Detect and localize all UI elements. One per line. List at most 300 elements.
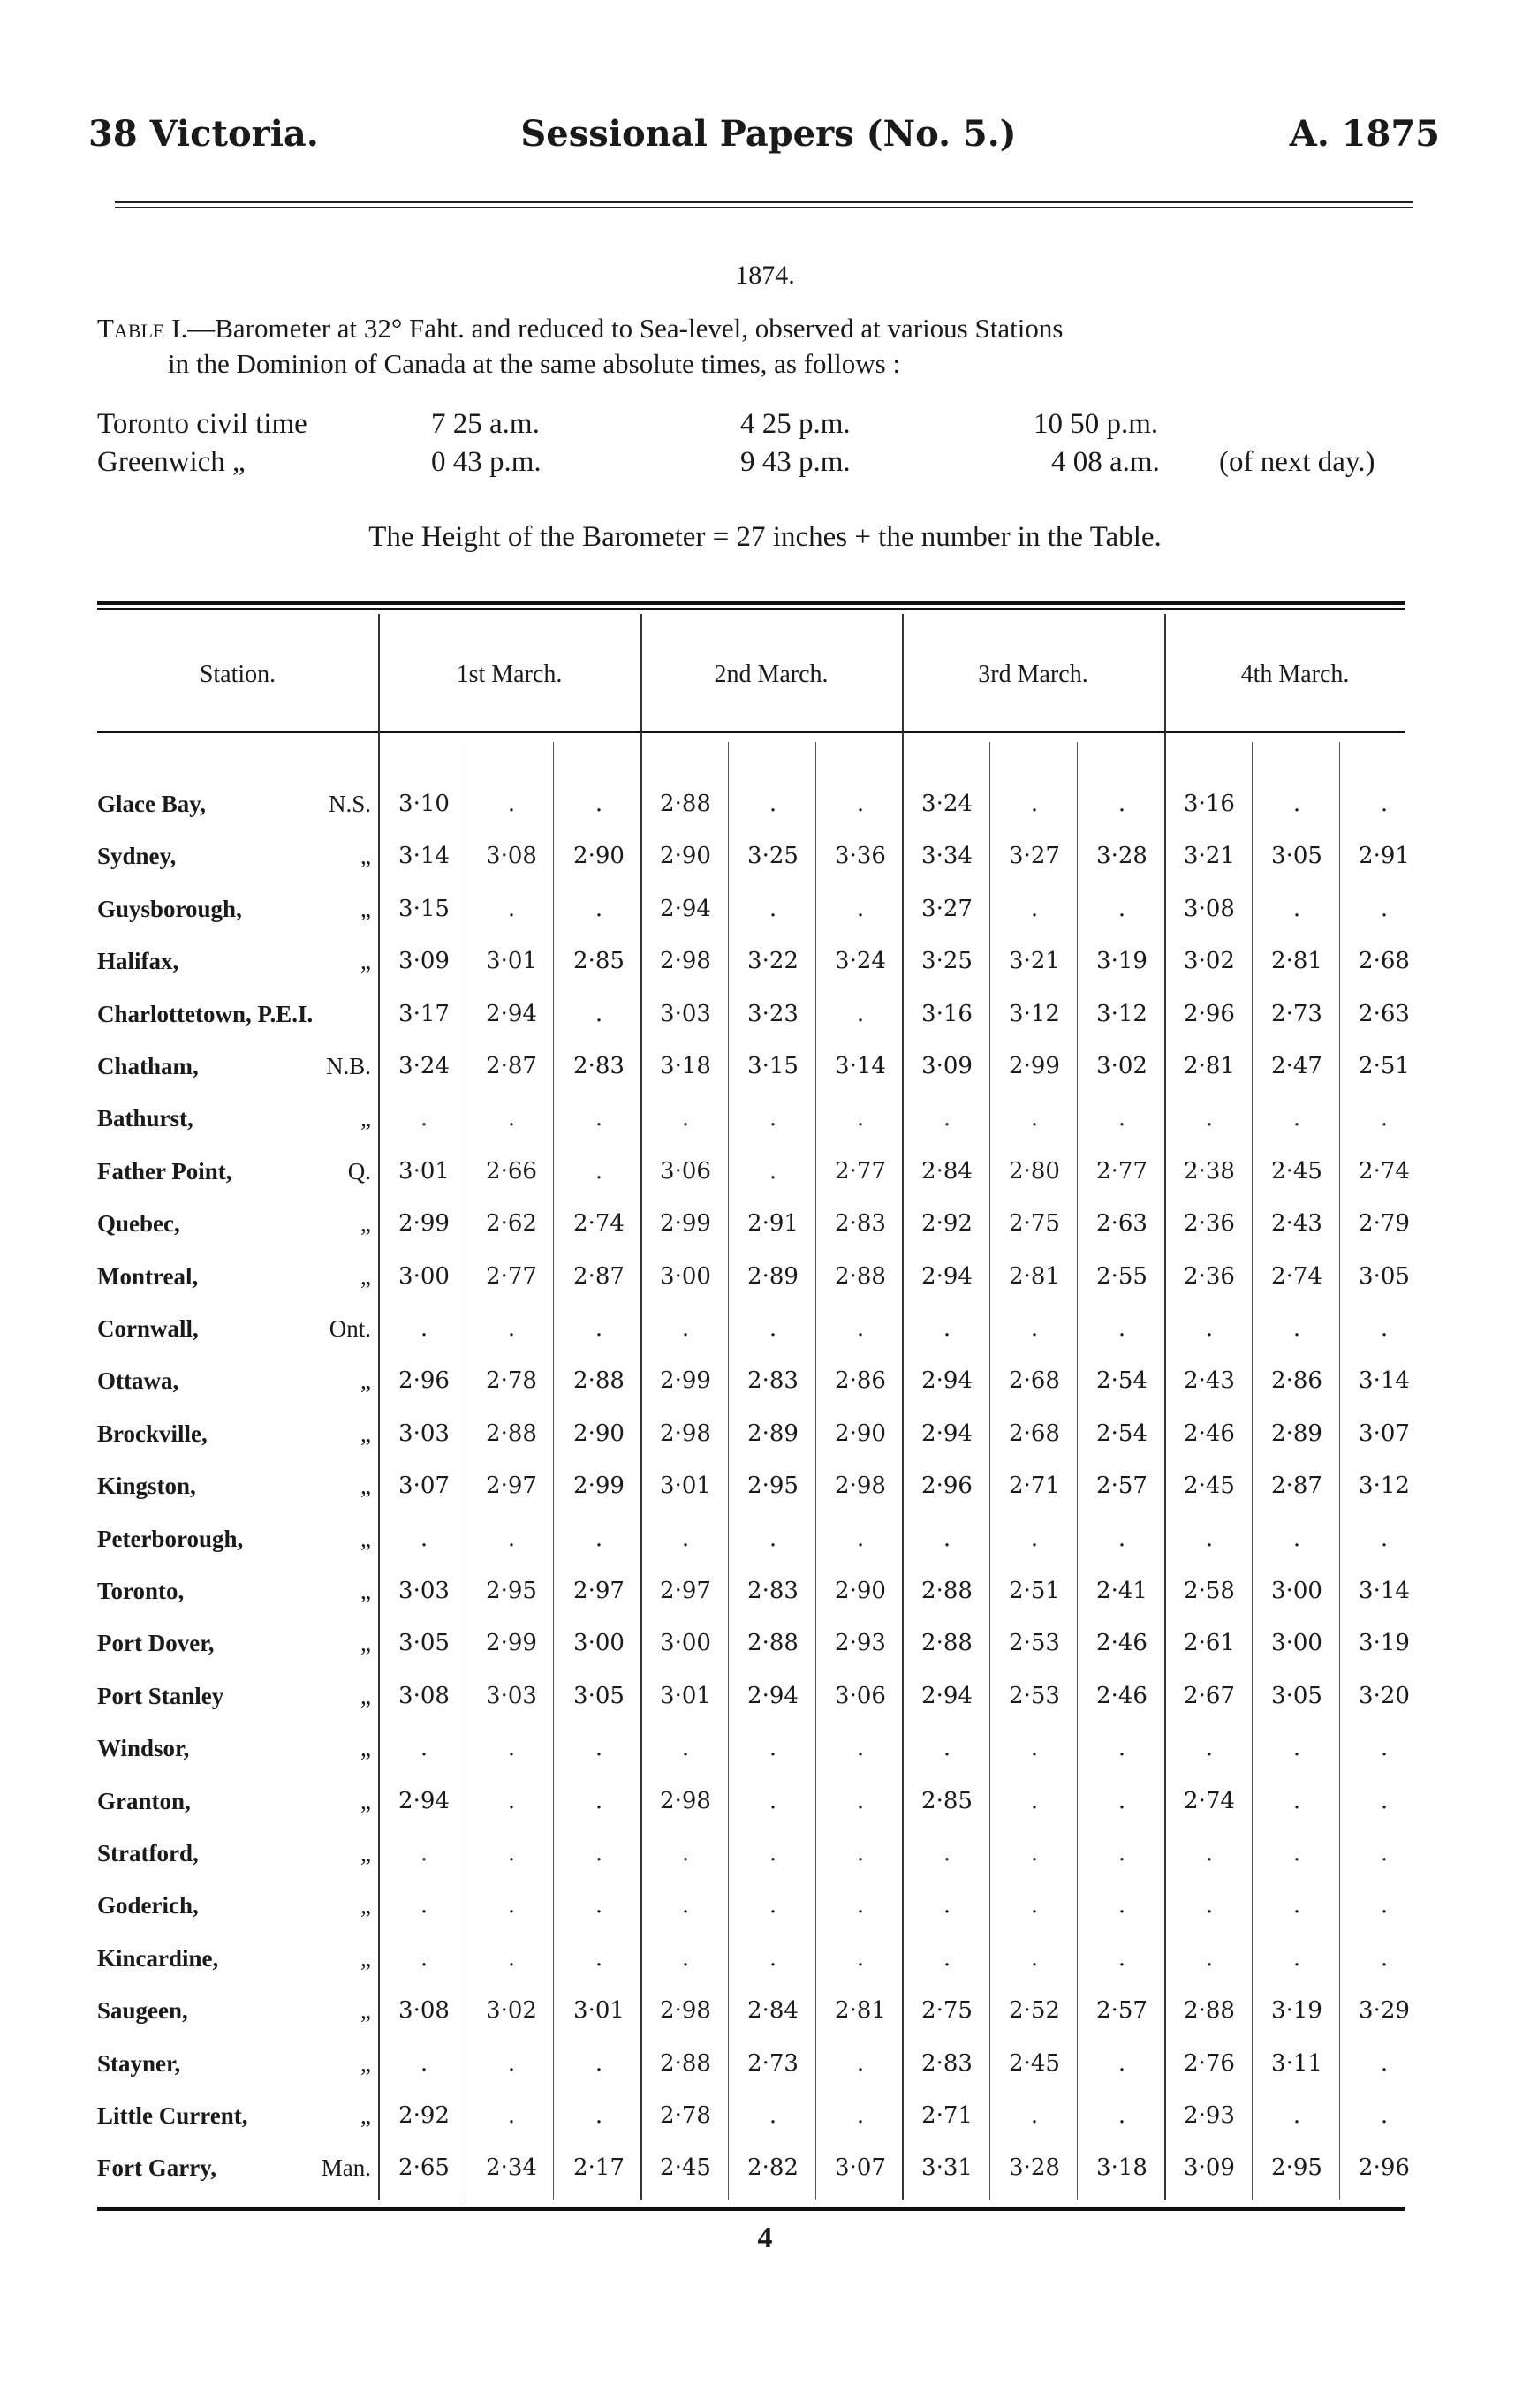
barometer-value: . (1030, 1315, 1039, 1342)
barometer-value: 2·57 (1096, 1473, 1148, 1499)
province: „ (360, 843, 371, 869)
station-column-header: Station. (199, 661, 276, 688)
barometer-value: 3·10 (398, 791, 450, 817)
barometer-value: . (420, 1735, 428, 1761)
barometer-value: . (1117, 1526, 1126, 1552)
barometer-value: 2·75 (1009, 1210, 1060, 1237)
barometer-value: . (856, 791, 865, 817)
barometer-value: 3·28 (1096, 843, 1148, 869)
barometer-value: 2·77 (835, 1158, 886, 1185)
barometer-value: . (1292, 1105, 1301, 1132)
barometer-value: 3·19 (1096, 948, 1148, 974)
barometer-value: 2·83 (573, 1053, 625, 1079)
province: „ (360, 1840, 371, 1867)
province: „ (360, 2050, 371, 2077)
barometer-value: 3·15 (747, 1053, 799, 1079)
greenwich-time-2: 9 43 p.m. (740, 446, 851, 478)
barometer-value: 2·65 (398, 2154, 450, 2181)
barometer-value: . (769, 1526, 777, 1552)
barometer-value: 3·03 (398, 1578, 450, 1604)
barometer-value: . (943, 1892, 951, 1919)
barometer-value: 3·14 (835, 1053, 886, 1079)
station-name: Montreal, (97, 1263, 199, 1290)
barometer-value: 3·01 (398, 1158, 450, 1185)
barometer-value: . (769, 1945, 777, 1972)
barometer-value: 3·28 (1009, 2154, 1060, 2181)
table-row (0, 1892, 1530, 1945)
station-name: Kingston, (97, 1473, 196, 1499)
barometer-value: . (856, 1105, 865, 1132)
barometer-value: 3·06 (660, 1158, 711, 1185)
province: „ (360, 1105, 371, 1132)
barometer-value: . (1205, 1735, 1214, 1761)
barometer-value: 2·88 (660, 2050, 711, 2077)
barometer-value: . (1292, 896, 1301, 922)
table-row (0, 2102, 1530, 2155)
barometer-value: 3·07 (1359, 1420, 1410, 1447)
barometer-value: 2·52 (1009, 1997, 1060, 2024)
barometer-value: 3·01 (486, 948, 537, 974)
table-caption-line1 (97, 311, 1422, 346)
table-row (0, 948, 1530, 1001)
barometer-value: 3·09 (398, 948, 450, 974)
table-caption-line2: in the Dominion of Canada at the same absolute times, as follows : (168, 348, 901, 379)
barometer-value: 2·53 (1009, 1630, 1060, 1656)
barometer-value: 3·00 (1271, 1630, 1322, 1656)
station-name: Cornwall, (97, 1315, 199, 1342)
barometer-value: 2·74 (573, 1210, 625, 1237)
barometer-value: 3·19 (1271, 1997, 1322, 2024)
province: „ (360, 1997, 371, 2024)
toronto-times (97, 408, 1422, 443)
barometer-value: 3·16 (921, 1001, 973, 1027)
barometer-value: 3·11 (1271, 2050, 1322, 2077)
barometer-value: 3·00 (1271, 1578, 1322, 1604)
province: Q. (347, 1158, 371, 1185)
barometer-value: 3·02 (1096, 1053, 1148, 1079)
barometer-value: 2·54 (1096, 1420, 1148, 1447)
barometer-value: 3·24 (398, 1053, 450, 1079)
barometer-value: 2·67 (1184, 1683, 1235, 1709)
barometer-value: 2·91 (1359, 843, 1410, 869)
barometer-value: . (769, 896, 777, 922)
table-top-rule (97, 601, 1405, 605)
barometer-value: 2·92 (398, 2102, 450, 2129)
barometer-value: . (1030, 1840, 1039, 1867)
barometer-value: . (681, 1315, 690, 1342)
barometer-value: 2·88 (921, 1578, 973, 1604)
barometer-value: . (507, 1945, 516, 1972)
barometer-value: . (769, 1158, 777, 1185)
barometer-value: . (595, 1840, 603, 1867)
barometer-value: 3·22 (747, 948, 799, 974)
barometer-value: . (856, 896, 865, 922)
province: „ (360, 1420, 371, 1447)
barometer-value: . (507, 1892, 516, 1919)
station-name: Peterborough, (97, 1526, 244, 1552)
barometer-value: 2·98 (835, 1473, 886, 1499)
barometer-value: . (1030, 1892, 1039, 1919)
barometer-value: 2·93 (835, 1630, 886, 1656)
barometer-value: . (1292, 1788, 1301, 1814)
barometer-value: 2·78 (486, 1367, 537, 1394)
barometer-value: 3·00 (660, 1263, 711, 1290)
barometer-value: 3·03 (660, 1001, 711, 1027)
barometer-value: 2·63 (1359, 1001, 1410, 1027)
barometer-value: . (1380, 896, 1389, 922)
barometer-value: . (595, 2102, 603, 2129)
table-row (0, 1840, 1530, 1893)
barometer-value: 2·96 (1359, 2154, 1410, 2181)
barometer-value: . (595, 896, 603, 922)
station-name: Toronto, (97, 1578, 185, 1604)
station-name: Halifax, (97, 948, 179, 974)
barometer-value: . (595, 1105, 603, 1132)
barometer-value: 2·66 (486, 1158, 537, 1185)
barometer-value: 2·79 (1359, 1210, 1410, 1237)
barometer-value: . (1380, 2050, 1389, 2077)
barometer-value: 2·85 (573, 948, 625, 974)
barometer-value: 2·51 (1359, 1053, 1410, 1079)
station-name: Charlottetown, P.E.I. (97, 1001, 314, 1027)
barometer-value: . (1292, 1840, 1301, 1867)
barometer-value: 2·17 (573, 2154, 625, 2181)
barometer-value: 2·46 (1096, 1683, 1148, 1709)
barometer-value: . (595, 1788, 603, 1814)
barometer-value: . (507, 1315, 516, 1342)
barometer-value: 2·36 (1184, 1210, 1235, 1237)
barometer-value: 2·87 (1271, 1473, 1322, 1499)
barometer-value: 2·97 (660, 1578, 711, 1604)
barometer-value: . (856, 1788, 865, 1814)
table-row (0, 1578, 1530, 1631)
barometer-value: . (1205, 1526, 1214, 1552)
barometer-value: . (943, 1315, 951, 1342)
barometer-value: . (769, 1735, 777, 1761)
barometer-value: . (1380, 1788, 1389, 1814)
barometer-value: . (595, 1892, 603, 1919)
table-row (0, 843, 1530, 896)
barometer-value: . (1380, 1735, 1389, 1761)
barometer-value: 3·00 (573, 1630, 625, 1656)
barometer-value: 2·58 (1184, 1578, 1235, 1604)
barometer-value: . (1030, 1735, 1039, 1761)
table-row (0, 896, 1530, 949)
barometer-value: 2·83 (747, 1578, 799, 1604)
barometer-value: 2·96 (398, 1367, 450, 1394)
barometer-value: . (420, 1105, 428, 1132)
province: „ (360, 1210, 371, 1237)
province: Man. (321, 2154, 371, 2181)
station-name: Sydney, (97, 843, 177, 869)
table-row (0, 1420, 1530, 1473)
barometer-value: . (420, 1315, 428, 1342)
station-name: Chatham, (97, 1053, 199, 1079)
barometer-value: . (1117, 1788, 1126, 1814)
barometer-value: 3·00 (660, 1630, 711, 1656)
year-heading: 1874. (735, 261, 795, 290)
barometer-value: 3·16 (1184, 791, 1235, 817)
barometer-value: 2·87 (486, 1053, 537, 1079)
barometer-value: 2·53 (1009, 1683, 1060, 1709)
barometer-value: 2·91 (747, 1210, 799, 1237)
barometer-value: . (1380, 1840, 1389, 1867)
table-row (0, 791, 1530, 844)
page-number: 4 (757, 2222, 773, 2254)
toronto-label: Toronto civil time (97, 408, 307, 440)
barometer-value: 3·05 (398, 1630, 450, 1656)
station-name: Glace Bay, (97, 791, 206, 817)
barometer-value: . (1030, 1788, 1039, 1814)
barometer-value: 3·01 (573, 1997, 625, 2024)
barometer-value: 3·05 (573, 1683, 625, 1709)
barometer-value: . (943, 1105, 951, 1132)
barometer-value: 3·07 (398, 1473, 450, 1499)
barometer-value: . (1380, 1315, 1389, 1342)
barometer-value: 3·25 (747, 843, 799, 869)
table-row (0, 1367, 1530, 1420)
station-name: Guysborough, (97, 896, 242, 922)
day3-column-header: 3rd March. (978, 661, 1088, 688)
barometer-value: . (943, 1945, 951, 1972)
barometer-value: . (595, 1001, 603, 1027)
barometer-value: 3·03 (486, 1683, 537, 1709)
barometer-value: 3·27 (1009, 843, 1060, 869)
barometer-value: . (681, 1526, 690, 1552)
barometer-value: 2·99 (486, 1630, 537, 1656)
barometer-value: . (507, 1840, 516, 1867)
barometer-value: 3·05 (1271, 843, 1322, 869)
station-name: Father Point, (97, 1158, 232, 1185)
barometer-value: 3·03 (398, 1420, 450, 1447)
barometer-value: . (507, 1105, 516, 1132)
barometer-value: 3·21 (1009, 948, 1060, 974)
barometer-value: 3·31 (921, 2154, 973, 2181)
barometer-value: 2·89 (747, 1420, 799, 1447)
toronto-time-2: 4 25 p.m. (740, 408, 851, 440)
barometer-value: 2·43 (1184, 1367, 1235, 1394)
barometer-value: 2·88 (660, 791, 711, 817)
barometer-value: 2·55 (1096, 1263, 1148, 1290)
greenwich-times (97, 446, 1422, 481)
province: „ (360, 1735, 371, 1761)
barometer-value: 2·71 (921, 2102, 973, 2129)
barometer-value: 2·80 (1009, 1158, 1060, 1185)
barometer-value: 2·99 (660, 1210, 711, 1237)
greenwich-time-1: 0 43 p.m. (431, 446, 542, 478)
barometer-value: 2·98 (660, 948, 711, 974)
barometer-value: . (1380, 2102, 1389, 2129)
barometer-value: . (1205, 1892, 1214, 1919)
barometer-value: . (507, 2102, 516, 2129)
barometer-value: 3·15 (398, 896, 450, 922)
barometer-value: 2·78 (660, 2102, 711, 2129)
barometer-value: . (1030, 1945, 1039, 1972)
barometer-value: . (595, 1526, 603, 1552)
barometer-value: 2·86 (835, 1367, 886, 1394)
barometer-value: 2·51 (1009, 1578, 1060, 1604)
barometer-value: . (1030, 1526, 1039, 1552)
barometer-value: . (1030, 896, 1039, 922)
barometer-value: 3·07 (835, 2154, 886, 2181)
barometer-value: . (1030, 2102, 1039, 2129)
station-name: Port Dover, (97, 1630, 215, 1656)
barometer-value: 2·46 (1184, 1420, 1235, 1447)
barometer-value: 3·21 (1184, 843, 1235, 869)
province: N.B. (325, 1053, 371, 1079)
barometer-value: 2·71 (1009, 1473, 1060, 1499)
barometer-value: 3·02 (1184, 948, 1235, 974)
day2-column-header: 2nd March. (714, 661, 829, 688)
header-year: A. 1875 (1289, 113, 1440, 155)
barometer-value: . (769, 1892, 777, 1919)
greenwich-time-3: 4 08 a.m. (1051, 446, 1160, 478)
province: „ (360, 1630, 371, 1656)
barometer-value: . (507, 2050, 516, 2077)
barometer-value: 2·38 (1184, 1158, 1235, 1185)
header-rule-bottom (115, 207, 1413, 208)
barometer-value: . (507, 1735, 516, 1761)
barometer-value: . (1117, 791, 1126, 817)
station-name: Port Stanley (97, 1683, 224, 1709)
province: N.S. (328, 791, 371, 817)
province: „ (360, 1788, 371, 1814)
barometer-value: . (769, 1840, 777, 1867)
caption-text: —Barometer at 32° Faht. and reduced to Sea-level, observed at various Stations (187, 313, 1064, 344)
barometer-value: 2·90 (573, 1420, 625, 1447)
barometer-value: 2·90 (835, 1578, 886, 1604)
barometer-value: . (943, 1735, 951, 1761)
province: „ (360, 2102, 371, 2129)
barometer-value: 2·88 (921, 1630, 973, 1656)
barometer-value: . (1380, 1945, 1389, 1972)
toronto-time-3: 10 50 p.m. (1034, 408, 1159, 440)
barometer-value: . (681, 1840, 690, 1867)
barometer-value: . (1380, 791, 1389, 817)
barometer-value: . (1205, 1840, 1214, 1867)
table-row (0, 1001, 1530, 1054)
barometer-value: . (681, 1945, 690, 1972)
barometer-value: . (507, 896, 516, 922)
day4-column-header: 4th March. (1240, 661, 1350, 688)
station-name: Bathurst, (97, 1105, 193, 1132)
greenwich-next-day: (of next day.) (1219, 446, 1375, 478)
station-name: Windsor, (97, 1735, 190, 1761)
station-name: Granton, (97, 1788, 191, 1814)
barometer-value: 3·08 (486, 843, 537, 869)
barometer-value: 3·08 (1184, 896, 1235, 922)
barometer-value: 2·96 (1184, 1001, 1235, 1027)
barometer-value: . (1117, 1105, 1126, 1132)
barometer-value: 2·85 (921, 1788, 973, 1814)
province: „ (360, 948, 371, 974)
barometer-value: 2·83 (835, 1210, 886, 1237)
barometer-value: . (1380, 1526, 1389, 1552)
barometer-value: . (1030, 791, 1039, 817)
barometer-value: 3·27 (921, 896, 973, 922)
barometer-value: 3·05 (1359, 1263, 1410, 1290)
table-top-rule-thin (97, 608, 1405, 610)
barometer-value: 3·12 (1096, 1001, 1148, 1027)
barometer-value: . (420, 1526, 428, 1552)
barometer-value: 3·14 (1359, 1367, 1410, 1394)
barometer-value: 2·57 (1096, 1997, 1148, 2024)
barometer-value: . (769, 1315, 777, 1342)
barometer-value: . (1380, 1105, 1389, 1132)
barometer-value: 2·98 (660, 1788, 711, 1814)
table-row (0, 1315, 1530, 1368)
barometer-value: . (595, 2050, 603, 2077)
barometer-value: 2·74 (1359, 1158, 1410, 1185)
table-row (0, 1735, 1530, 1788)
barometer-value: 3·08 (398, 1683, 450, 1709)
barometer-value: 2·88 (573, 1367, 625, 1394)
barometer-value: . (420, 1840, 428, 1867)
barometer-value: . (856, 2102, 865, 2129)
barometer-value: 2·68 (1359, 948, 1410, 974)
barometer-value: 3·08 (398, 1997, 450, 2024)
barometer-value: . (681, 1735, 690, 1761)
barometer-value: . (1117, 2050, 1126, 2077)
barometer-value: 2·94 (921, 1263, 973, 1290)
header-session: 38 Victoria. (88, 113, 319, 155)
barometer-value: . (856, 1526, 865, 1552)
table-row (0, 1053, 1530, 1106)
barometer-value: . (1292, 1945, 1301, 1972)
barometer-value: . (1205, 1315, 1214, 1342)
barometer-value: 3·17 (398, 1001, 450, 1027)
barometer-value: . (507, 1788, 516, 1814)
barometer-value: . (1205, 1945, 1214, 1972)
barometer-value: 3·34 (921, 843, 973, 869)
barometer-value: 2·86 (1271, 1367, 1322, 1394)
barometer-value: 2·94 (747, 1683, 799, 1709)
barometer-value: 3·01 (660, 1473, 711, 1499)
barometer-value: . (856, 2050, 865, 2077)
barometer-value: 2·45 (660, 2154, 711, 2181)
station-name: Saugeen, (97, 1997, 188, 2024)
barometer-value: 2·81 (1009, 1263, 1060, 1290)
barometer-value: 2·88 (835, 1263, 886, 1290)
barometer-value: . (420, 1892, 428, 1919)
barometer-value: 3·14 (398, 843, 450, 869)
barometer-value: . (1117, 2102, 1126, 2129)
barometer-value: . (1117, 1892, 1126, 1919)
barometer-value: . (769, 1788, 777, 1814)
barometer-value: 2·88 (486, 1420, 537, 1447)
barometer-value: 2·82 (747, 2154, 799, 2181)
barometer-value: 2·47 (1271, 1053, 1322, 1079)
barometer-value: . (1292, 1315, 1301, 1342)
barometer-value: 2·94 (921, 1420, 973, 1447)
barometer-value: . (1117, 1315, 1126, 1342)
barometer-value: 2·89 (747, 1263, 799, 1290)
table-row (0, 1630, 1530, 1683)
barometer-value: 2·92 (921, 1210, 973, 1237)
barometer-value: 3·00 (398, 1263, 450, 1290)
table-row (0, 1158, 1530, 1211)
toronto-time-1: 7 25 a.m. (431, 408, 540, 440)
barometer-value: . (595, 1315, 603, 1342)
table-row (0, 1263, 1530, 1316)
barometer-value: 2·88 (747, 1630, 799, 1656)
barometer-value: 2·81 (835, 1997, 886, 2024)
barometer-value: 2·99 (398, 1210, 450, 1237)
station-name: Stratford, (97, 1840, 199, 1867)
barometer-value: 2·41 (1096, 1578, 1148, 1604)
barometer-value: . (1292, 1735, 1301, 1761)
barometer-value: . (595, 791, 603, 817)
